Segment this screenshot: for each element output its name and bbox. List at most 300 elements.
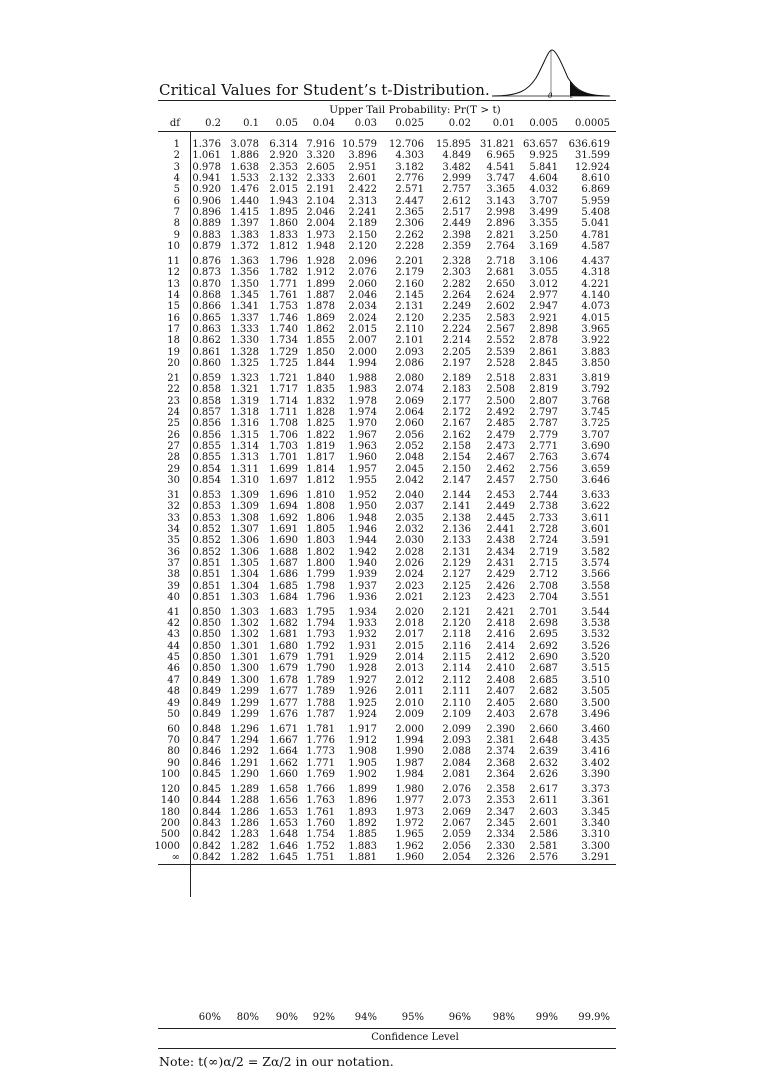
value-cell: 1.533 xyxy=(230,173,259,185)
value-cell: 3.582 xyxy=(581,546,610,558)
df-cell: 26 xyxy=(167,429,180,441)
df-cell: 60 xyxy=(167,723,180,735)
value-cell: 2.434 xyxy=(486,546,515,558)
value-cell: 31.821 xyxy=(480,139,515,150)
value-cell: 1.356 xyxy=(230,267,259,279)
value-cell: 1.932 xyxy=(348,629,377,641)
value-cell: 1.895 xyxy=(269,207,298,219)
value-cell: 1.286 xyxy=(230,817,259,829)
df-cell: 39 xyxy=(167,580,180,592)
df-cell: 42 xyxy=(167,618,180,630)
row-group xyxy=(0,724,768,781)
value-cell: 2.423 xyxy=(486,591,515,603)
value-cell: 3.538 xyxy=(581,618,610,630)
value-cell: 2.112 xyxy=(442,674,471,686)
value-cell: 0.856 xyxy=(192,418,221,430)
value-cell: 1.703 xyxy=(269,440,298,452)
value-cell: 2.096 xyxy=(348,255,377,267)
value-cell: 1.676 xyxy=(269,708,298,720)
value-cell: 3.520 xyxy=(581,652,610,664)
value-cell: 1.282 xyxy=(230,851,259,863)
value-cell: 1.313 xyxy=(230,452,259,464)
value-cell: 2.136 xyxy=(442,523,471,535)
df-cell: 23 xyxy=(167,395,180,407)
df-cell: 17 xyxy=(167,324,180,335)
value-cell: 3.646 xyxy=(581,474,610,486)
value-cell: 1.761 xyxy=(269,289,298,301)
value-cell: 0.858 xyxy=(192,384,221,396)
value-cell: 4.318 xyxy=(581,267,610,279)
value-cell: 2.718 xyxy=(486,255,515,267)
probability-header: 0.03 xyxy=(354,118,377,129)
df-cell: 11 xyxy=(167,255,180,267)
value-cell: 1.973 xyxy=(306,229,335,241)
confidence-cell: 99.9% xyxy=(578,1012,610,1023)
value-cell: 3.551 xyxy=(581,591,610,603)
value-cell: 2.445 xyxy=(486,512,515,524)
df-cell: 15 xyxy=(167,301,180,313)
value-cell: 1.646 xyxy=(269,840,298,852)
value-cell: 3.250 xyxy=(529,229,558,241)
value-cell: 2.358 xyxy=(486,783,515,795)
value-cell: 1.318 xyxy=(230,406,259,418)
value-cell: 2.779 xyxy=(529,429,558,441)
value-cell: 1.940 xyxy=(348,557,377,569)
value-cell: 1.769 xyxy=(306,769,335,781)
value-cell: 1.307 xyxy=(230,523,259,535)
value-cell: 1.664 xyxy=(269,746,298,758)
value-cell: 3.819 xyxy=(581,372,610,384)
value-cell: 3.558 xyxy=(581,580,610,592)
value-cell: 2.313 xyxy=(348,195,377,207)
value-cell: 1.796 xyxy=(306,591,335,603)
value-cell: 1.928 xyxy=(348,663,377,675)
value-cell: 2.032 xyxy=(395,523,424,535)
value-cell: 1.977 xyxy=(395,795,424,807)
value-cell: 2.224 xyxy=(442,324,471,335)
value-cell: 2.116 xyxy=(442,640,471,652)
value-cell: 0.853 xyxy=(192,501,221,513)
value-cell: 2.110 xyxy=(395,324,424,335)
confidence-cell: 95% xyxy=(401,1012,424,1023)
df-cell: 120 xyxy=(160,783,180,795)
value-cell: 2.821 xyxy=(486,229,515,241)
value-cell: 2.678 xyxy=(529,708,558,720)
value-cell: 4.587 xyxy=(581,241,610,253)
value-cell: 1.721 xyxy=(269,372,298,384)
value-cell: 2.056 xyxy=(395,429,424,441)
value-cell: 1.685 xyxy=(269,580,298,592)
value-cell: 3.320 xyxy=(306,150,335,162)
value-cell: 2.479 xyxy=(486,429,515,441)
value-cell: 2.060 xyxy=(348,278,377,290)
value-cell: 1.908 xyxy=(348,746,377,758)
value-cell: 1.751 xyxy=(306,851,335,863)
table-row xyxy=(0,663,768,674)
value-cell: 3.707 xyxy=(529,195,558,207)
value-cell: 1.928 xyxy=(306,255,335,267)
value-cell: 2.861 xyxy=(529,346,558,358)
value-cell: 2.172 xyxy=(442,406,471,418)
value-cell: 1.899 xyxy=(348,783,377,795)
value-cell: 1.814 xyxy=(306,463,335,475)
value-cell: 3.402 xyxy=(581,757,610,769)
value-cell: 1.754 xyxy=(306,829,335,841)
value-cell: 2.111 xyxy=(442,686,471,698)
value-cell: 2.191 xyxy=(306,184,335,196)
value-cell: 1.944 xyxy=(348,535,377,547)
value-cell: 1.282 xyxy=(230,840,259,852)
value-cell: 1.773 xyxy=(306,746,335,758)
value-cell: 0.866 xyxy=(192,301,221,313)
table-row xyxy=(0,139,768,150)
value-cell: 1.763 xyxy=(306,795,335,807)
value-cell: 1.283 xyxy=(230,829,259,841)
value-cell: 2.064 xyxy=(395,406,424,418)
value-cell: 1.301 xyxy=(230,652,259,664)
confidence-cell: 60% xyxy=(198,1012,221,1023)
table-row xyxy=(0,464,768,475)
value-cell: 1.372 xyxy=(230,241,259,253)
value-cell: 0.850 xyxy=(192,652,221,664)
value-cell: 0.845 xyxy=(192,769,221,781)
value-cell: 2.601 xyxy=(348,173,377,185)
value-cell: 2.429 xyxy=(486,569,515,581)
df-cell: 18 xyxy=(167,335,180,347)
value-cell: 2.738 xyxy=(529,501,558,513)
confidence-cell: 96% xyxy=(448,1012,471,1023)
df-cell: 500 xyxy=(160,829,180,841)
value-cell: 1.980 xyxy=(395,783,424,795)
value-cell: 3.633 xyxy=(581,489,610,501)
value-cell: 0.855 xyxy=(192,452,221,464)
value-cell: 1.725 xyxy=(269,358,298,370)
table-row xyxy=(0,452,768,463)
value-cell: 2.093 xyxy=(395,346,424,358)
value-cell: 2.147 xyxy=(442,474,471,486)
value-cell: 0.876 xyxy=(192,255,221,267)
value-cell: 1.337 xyxy=(230,312,259,324)
value-cell: 1.753 xyxy=(269,301,298,313)
value-cell: 1.948 xyxy=(348,512,377,524)
value-cell: 2.150 xyxy=(442,463,471,475)
value-cell: 2.422 xyxy=(348,184,377,196)
df-cell: 4 xyxy=(173,173,180,185)
value-cell: 0.851 xyxy=(192,557,221,569)
value-cell: 1.476 xyxy=(230,184,259,196)
value-cell: 1.994 xyxy=(395,735,424,747)
value-cell: 2.120 xyxy=(395,312,424,324)
value-cell: 1.840 xyxy=(306,372,335,384)
value-cell: 2.374 xyxy=(486,746,515,758)
df-cell: 70 xyxy=(167,735,180,747)
value-cell: 2.453 xyxy=(486,489,515,501)
value-cell: 1.305 xyxy=(230,557,259,569)
value-cell: 1.304 xyxy=(230,580,259,592)
value-cell: 2.015 xyxy=(395,640,424,652)
value-cell: 0.859 xyxy=(192,372,221,384)
value-cell: 2.132 xyxy=(269,173,298,185)
df-cell: 1000 xyxy=(154,840,180,852)
probability-header: 0.01 xyxy=(492,118,515,129)
value-cell: 9.925 xyxy=(529,150,558,162)
table-row xyxy=(0,430,768,441)
value-cell: 2.330 xyxy=(486,840,515,852)
df-cell: 33 xyxy=(167,512,180,524)
value-cell: 5.041 xyxy=(581,218,610,230)
df-cell: 29 xyxy=(167,463,180,475)
value-cell: 3.532 xyxy=(581,629,610,641)
value-cell: 2.410 xyxy=(486,663,515,675)
value-cell: 2.015 xyxy=(269,184,298,196)
value-cell: 3.792 xyxy=(581,384,610,396)
value-cell: 1.304 xyxy=(230,569,259,581)
value-cell: 2.449 xyxy=(486,501,515,513)
value-cell: 2.334 xyxy=(486,829,515,841)
value-cell: 2.115 xyxy=(442,652,471,664)
df-cell: 80 xyxy=(167,746,180,758)
value-cell: 2.235 xyxy=(442,312,471,324)
value-cell: 1.792 xyxy=(306,640,335,652)
value-cell: 2.262 xyxy=(395,229,424,241)
value-cell: 2.381 xyxy=(486,735,515,747)
value-cell: 6.965 xyxy=(486,150,515,162)
row-group xyxy=(0,490,768,603)
value-cell: 1.729 xyxy=(269,346,298,358)
value-cell: 2.120 xyxy=(348,241,377,253)
value-cell: 1.301 xyxy=(230,640,259,652)
value-cell: 1.681 xyxy=(269,629,298,641)
value-cell: 1.844 xyxy=(306,358,335,370)
df-cell: 7 xyxy=(173,207,180,219)
value-cell: 2.040 xyxy=(395,489,424,501)
value-cell: 2.421 xyxy=(486,606,515,618)
value-cell: 0.849 xyxy=(192,697,221,709)
value-cell: 1.415 xyxy=(230,207,259,219)
value-cell: 1.800 xyxy=(306,557,335,569)
value-cell: 3.460 xyxy=(581,723,610,735)
value-cell: 1.706 xyxy=(269,429,298,441)
value-cell: 0.850 xyxy=(192,606,221,618)
value-cell: 2.368 xyxy=(486,757,515,769)
value-cell: 1.341 xyxy=(230,301,259,313)
value-cell: 3.355 xyxy=(529,218,558,230)
df-cell: 9 xyxy=(173,229,180,241)
value-cell: 1.686 xyxy=(269,569,298,581)
value-cell: 3.055 xyxy=(529,267,558,279)
value-cell: 1.061 xyxy=(192,150,221,162)
df-cell: 22 xyxy=(167,384,180,396)
value-cell: 2.144 xyxy=(442,489,471,501)
value-cell: 0.843 xyxy=(192,817,221,829)
value-cell: 3.182 xyxy=(395,161,424,173)
df-cell: 44 xyxy=(167,640,180,652)
value-cell: 3.768 xyxy=(581,395,610,407)
table-row xyxy=(0,547,768,558)
value-cell: 0.849 xyxy=(192,708,221,720)
value-cell: 2.162 xyxy=(442,429,471,441)
value-cell: 1.781 xyxy=(306,723,335,735)
value-cell: 3.012 xyxy=(529,278,558,290)
table-row xyxy=(0,581,768,592)
value-cell: 1.798 xyxy=(306,580,335,592)
value-cell: 2.131 xyxy=(395,301,424,313)
value-cell: 1.678 xyxy=(269,674,298,686)
value-cell: 3.291 xyxy=(581,851,610,863)
df-cell: 50 xyxy=(167,708,180,720)
value-cell: 1.933 xyxy=(348,618,377,630)
value-cell: 1.927 xyxy=(348,674,377,686)
value-cell: 0.842 xyxy=(192,840,221,852)
title-rule xyxy=(158,100,616,101)
value-cell: 1.796 xyxy=(269,255,298,267)
value-cell: 2.567 xyxy=(486,324,515,335)
value-cell: 1.645 xyxy=(269,851,298,863)
value-cell: 2.660 xyxy=(529,723,558,735)
value-cell: 1.316 xyxy=(230,418,259,430)
value-cell: 2.020 xyxy=(395,606,424,618)
table-row xyxy=(0,852,768,863)
value-cell: 1.302 xyxy=(230,618,259,630)
value-cell: 1.974 xyxy=(348,406,377,418)
df-cell: 32 xyxy=(167,501,180,513)
value-cell: 2.581 xyxy=(529,840,558,852)
value-cell: 1.799 xyxy=(306,569,335,581)
table-row xyxy=(0,758,768,769)
value-cell: 1.905 xyxy=(348,757,377,769)
value-cell: 1.825 xyxy=(306,418,335,430)
value-cell: 2.601 xyxy=(529,817,558,829)
value-cell: 2.756 xyxy=(529,463,558,475)
value-cell: 1.350 xyxy=(230,278,259,290)
value-cell: 1.937 xyxy=(348,580,377,592)
value-cell: 2.807 xyxy=(529,395,558,407)
value-cell: 1.943 xyxy=(269,195,298,207)
value-cell: 1.990 xyxy=(395,746,424,758)
value-cell: 3.373 xyxy=(581,783,610,795)
value-cell: 2.189 xyxy=(442,372,471,384)
value-cell: 1.308 xyxy=(230,512,259,524)
value-cell: 3.659 xyxy=(581,463,610,475)
confidence-cell: 90% xyxy=(275,1012,298,1023)
table-row xyxy=(0,629,768,640)
confidence-cell: 99% xyxy=(535,1012,558,1023)
value-cell: 1.812 xyxy=(306,474,335,486)
value-cell: 1.952 xyxy=(348,489,377,501)
value-cell: 2.583 xyxy=(486,312,515,324)
value-cell: 2.947 xyxy=(529,301,558,313)
value-cell: 0.850 xyxy=(192,663,221,675)
value-cell: 2.081 xyxy=(442,769,471,781)
value-cell: 2.728 xyxy=(529,523,558,535)
value-cell: 1.309 xyxy=(230,501,259,513)
value-cell: 0.920 xyxy=(192,184,221,196)
value-cell: 2.076 xyxy=(348,267,377,279)
value-cell: 2.763 xyxy=(529,452,558,464)
value-cell: 1.885 xyxy=(348,829,377,841)
value-cell: 1.886 xyxy=(230,150,259,162)
value-cell: 3.345 xyxy=(581,806,610,818)
value-cell: 1.934 xyxy=(348,606,377,618)
value-cell: 1.978 xyxy=(348,395,377,407)
value-cell: 0.853 xyxy=(192,512,221,524)
value-cell: 3.390 xyxy=(581,769,610,781)
df-cell: 6 xyxy=(173,195,180,207)
value-cell: 1.687 xyxy=(269,557,298,569)
value-cell: 1.696 xyxy=(269,489,298,501)
table-row xyxy=(0,313,768,324)
value-cell: 3.965 xyxy=(581,324,610,335)
value-cell: 1.960 xyxy=(395,851,424,863)
value-cell: 3.106 xyxy=(529,255,558,267)
value-cell: 7.916 xyxy=(306,139,335,150)
value-cell: 2.189 xyxy=(348,218,377,230)
df-cell: 10 xyxy=(167,241,180,253)
value-cell: 1.397 xyxy=(230,218,259,230)
value-cell: 1.822 xyxy=(306,429,335,441)
value-cell: 1.306 xyxy=(230,535,259,547)
value-cell: 2.141 xyxy=(442,501,471,513)
value-cell: 0.846 xyxy=(192,757,221,769)
value-cell: 1.286 xyxy=(230,806,259,818)
value-cell: 63.657 xyxy=(523,139,558,150)
note: Note: t(∞)α/2 = Zα/2 in our notation. xyxy=(159,1054,394,1069)
value-cell: 1.917 xyxy=(348,723,377,735)
df-cell: 200 xyxy=(160,817,180,829)
value-cell: 0.855 xyxy=(192,440,221,452)
df-cell: 2 xyxy=(173,150,180,162)
table-row xyxy=(0,524,768,535)
value-cell: 3.143 xyxy=(486,195,515,207)
value-cell: 2.045 xyxy=(395,463,424,475)
df-cell: 37 xyxy=(167,557,180,569)
df-cell: 12 xyxy=(167,267,180,279)
value-cell: 2.131 xyxy=(442,546,471,558)
table-row xyxy=(0,652,768,663)
table-row xyxy=(0,746,768,757)
value-cell: 2.023 xyxy=(395,580,424,592)
value-cell: 2.403 xyxy=(486,708,515,720)
value-cell: 2.359 xyxy=(442,241,471,253)
value-cell: 3.169 xyxy=(529,241,558,253)
df-cell: 140 xyxy=(160,795,180,807)
value-cell: 2.539 xyxy=(486,346,515,358)
value-cell: 2.150 xyxy=(348,229,377,241)
value-cell: 1.292 xyxy=(230,746,259,758)
value-cell: 1.694 xyxy=(269,501,298,513)
value-cell: 1.321 xyxy=(230,384,259,396)
value-cell: 3.515 xyxy=(581,663,610,675)
value-cell: 2.018 xyxy=(395,618,424,630)
value-cell: 4.437 xyxy=(581,255,610,267)
value-cell: 2.617 xyxy=(529,783,558,795)
value-cell: 5.408 xyxy=(581,207,610,219)
value-cell: 2.831 xyxy=(529,372,558,384)
value-cell: 0.941 xyxy=(192,173,221,185)
table-row xyxy=(0,279,768,290)
value-cell: 31.599 xyxy=(575,150,610,162)
value-cell: 2.921 xyxy=(529,312,558,324)
df-cell: 24 xyxy=(167,406,180,418)
value-cell: 3.496 xyxy=(581,708,610,720)
value-cell: 1.760 xyxy=(306,817,335,829)
table-row xyxy=(0,769,768,780)
value-cell: 1.314 xyxy=(230,440,259,452)
value-cell: 1.330 xyxy=(230,335,259,347)
value-cell: 2.407 xyxy=(486,686,515,698)
value-cell: 2.145 xyxy=(395,289,424,301)
value-cell: 2.650 xyxy=(486,278,515,290)
